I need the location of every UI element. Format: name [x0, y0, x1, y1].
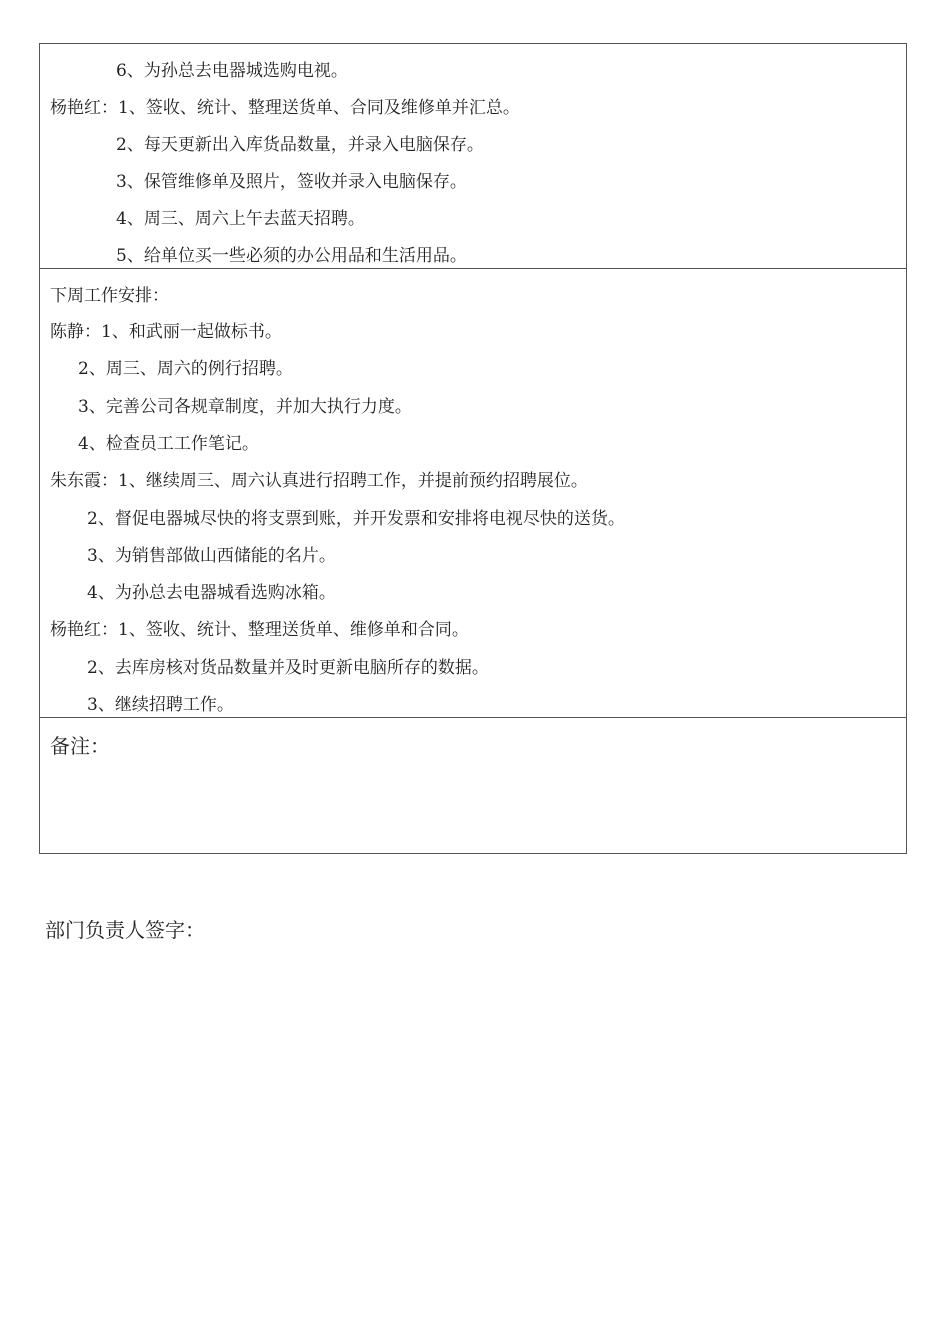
list-item: 3、保管维修单及照片，签收并录入电脑保存。 — [116, 172, 467, 192]
report-table — [39, 43, 907, 854]
list-item: 4、周三、周六上午去蓝天招聘。 — [116, 209, 365, 229]
department-head-signature-label: 部门负责人签字： — [45, 918, 205, 942]
list-item: 2、去库房核对货品数量并及时更新电脑所存的数据。 — [87, 658, 489, 678]
list-item: 朱东霞：1、继续周三、周六认真进行招聘工作，并提前预约招聘展位。 — [50, 471, 588, 491]
remarks-cell — [40, 718, 906, 853]
next-week-heading: 下周工作安排： — [50, 286, 169, 306]
list-item: 3、为销售部做山西储能的名片。 — [87, 546, 336, 566]
list-item: 6、为孙总去电器城选购电视。 — [116, 61, 348, 81]
list-item: 3、继续招聘工作。 — [87, 695, 234, 715]
remarks-label: 备注： — [50, 734, 110, 758]
this-week-cell — [40, 44, 906, 269]
list-item: 杨艳红：1、签收、统计、整理送货单、维修单和合同。 — [50, 620, 469, 640]
list-item: 4、为孙总去电器城看选购冰箱。 — [87, 583, 336, 603]
next-week-cell — [40, 269, 906, 718]
list-item: 2、周三、周六的例行招聘。 — [78, 359, 293, 379]
list-item: 杨艳红：1、签收、统计、整理送货单、合同及维修单并汇总。 — [50, 98, 520, 118]
list-item: 2、每天更新出入库货品数量，并录入电脑保存。 — [116, 135, 484, 155]
list-item: 5、给单位买一些必须的办公用品和生活用品。 — [116, 246, 467, 266]
list-item: 3、完善公司各规章制度，并加大执行力度。 — [78, 397, 412, 417]
list-item: 2、督促电器城尽快的将支票到账，并开发票和安排将电视尽快的送货。 — [87, 509, 625, 529]
list-item: 陈静：1、和武丽一起做标书。 — [50, 322, 282, 342]
list-item: 4、检查员工工作笔记。 — [78, 434, 259, 454]
